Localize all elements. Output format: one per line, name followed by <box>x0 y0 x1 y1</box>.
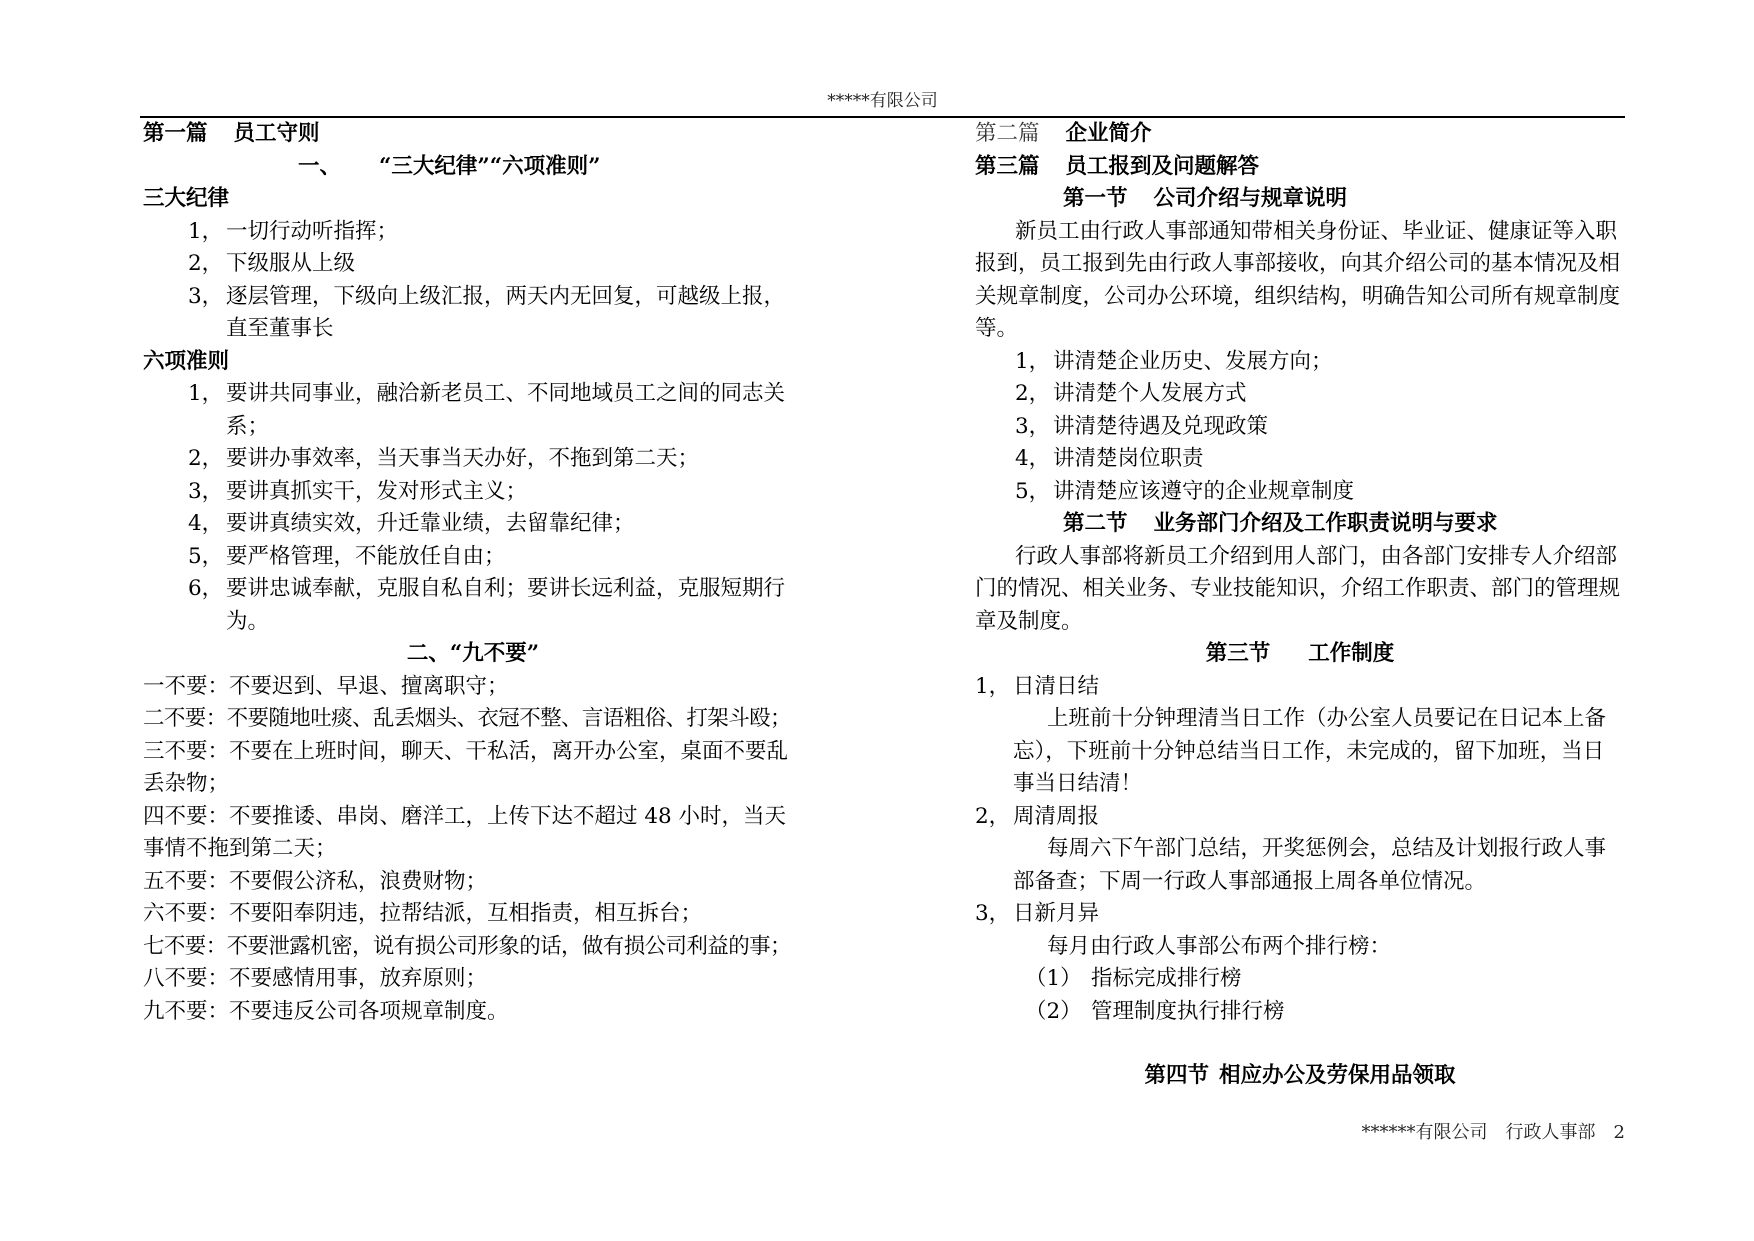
section1-title: “三大纪律”“六项准则” <box>379 153 601 179</box>
six-rule-item: 1， 要讲共同事业，融洽新老员工、不同地域员工之间的同志关 <box>188 381 786 406</box>
three-rules-title: 三大纪律 <box>143 186 230 211</box>
part3-title: 员工报到及问题解答 <box>1065 153 1260 179</box>
sec3-heading: 第三节 工作制度 <box>1205 641 1395 666</box>
footer-company: ******有限公司 <box>1361 1122 1488 1143</box>
six-rule-item: 4， 要讲真绩实效，升迁靠业绩，去留靠纪律； <box>188 511 635 536</box>
part3-label: 第三篇 <box>975 153 1040 179</box>
sec1-heading: 第一节 公司介绍与规章说明 <box>1063 186 1348 211</box>
three-rule-item: 3， 逐层管理，下级向上级汇报，两天内无回复，可越级上报， <box>188 283 786 309</box>
sec1-para-line: 新员工由行政人事部通知带相关身份证、毕业证、健康证等入职 <box>1015 218 1618 244</box>
dont-item: 二不要：不要随地吐痰、乱丢烟头、衣冠不整、言语粗俗、打架斗殴； <box>143 706 791 731</box>
six-rule-item: 5， 要严格管理，不能放任自由； <box>188 543 506 569</box>
page-header <box>140 88 1625 118</box>
sec3-item-line: 部备查；下周一行政人事部通报上周各单位情况。 <box>1013 868 1487 894</box>
part1-title: 员工守则 <box>233 121 320 146</box>
sec2-para-line: 门的情况、相关业务、专业技能知识，介绍工作职责、部门的管理规 <box>975 576 1621 601</box>
dont-item: 一不要：不要迟到、早退、擅离职守； <box>143 673 509 699</box>
dont-item-cont: 丢杂物； <box>143 771 230 796</box>
sec4-heading: 第四节 相应办公及劳保用品领取 <box>1144 1063 1456 1088</box>
part3-heading <box>975 151 1625 184</box>
left-column <box>143 118 803 1028</box>
sec3-item-line: 每月由行政人事部公布两个排行榜： <box>1047 933 1392 959</box>
sec3-item-title: 1， 日清日结 <box>975 673 1100 699</box>
section2-heading: 二、“九不要” <box>406 641 540 666</box>
sec1-item: 2， 讲清楚个人发展方式 <box>1015 381 1247 406</box>
sec3-item-title: 3， 日新月异 <box>975 901 1100 926</box>
six-rule-item-cont: 为。 <box>226 608 270 634</box>
sec2-heading: 第二节 业务部门介绍及工作职责说明与要求 <box>1063 511 1498 536</box>
six-rules-title: 六项准则 <box>143 348 230 374</box>
sec3-item-line: 上班前十分钟理清当日工作（办公室人员要记在日记本上备 <box>1047 706 1607 731</box>
sec1-para-line: 关规章制度，公司办公环境，组织结构，明确告知公司所有规章制度 <box>975 283 1621 309</box>
six-rule-item: 2， 要讲办事效率，当天事当天办好，不拖到第二天； <box>188 446 700 471</box>
sec3-item-line: 每周六下午部门总结，开奖惩例会，总结及计划报行政人事 <box>1047 836 1607 861</box>
part1-heading <box>143 118 803 151</box>
sec2-para-line: 行政人事部将新员工介绍到用人部门，由各部门安排专人介绍部 <box>1015 543 1618 569</box>
section1-heading <box>143 151 803 184</box>
dont-item: 八不要：不要感情用事，放弃原则； <box>143 966 488 991</box>
three-rule-item: 1， 一切行动听指挥； <box>188 218 399 244</box>
dont-item: 九不要：不要违反公司各项规章制度。 <box>143 998 509 1024</box>
part2-heading <box>975 118 1625 151</box>
footer-dept: 行政人事部 <box>1505 1122 1596 1143</box>
six-rule-item: 3， 要讲真抓实干，发对形式主义； <box>188 478 528 504</box>
sec1-para-line: 报到，员工报到先由行政人事部接收，向其介绍公司的基本情况及相 <box>975 251 1621 276</box>
dont-item: 七不要：不要泄露机密，说有损公司形象的话，做有损公司利益的事； <box>143 933 791 959</box>
part2-label: 第二篇 <box>975 121 1040 146</box>
sec2-para-line: 章及制度。 <box>975 608 1083 634</box>
six-rule-item: 6， 要讲忠诚奉献，克服自私自利；要讲长远利益，克服短期行 <box>188 576 786 601</box>
ranking-item: （1） 指标完成排行榜 <box>1025 966 1242 991</box>
right-column <box>975 118 1625 1093</box>
sec1-item: 4， 讲清楚岗位职责 <box>1015 446 1204 471</box>
sec1-item: 3， 讲清楚待遇及兑现政策 <box>1015 413 1269 439</box>
sec3-item-title: 2， 周清周报 <box>975 803 1100 829</box>
sec1-item: 5， 讲清楚应该遵守的企业规章制度 <box>1015 478 1355 504</box>
dont-item: 四不要：不要推诿、串岗、磨洋工，上传下达不超过 48 小时，当天 <box>143 803 787 829</box>
section1-num: 一、 <box>298 153 342 179</box>
dont-item: 六不要：不要阳奉阴违，拉帮结派，互相指责，相互拆台； <box>143 901 703 926</box>
page-number: 2 <box>1613 1122 1625 1143</box>
dont-item: 三不要：不要在上班时间，聊天、干私活，离开办公室，桌面不要乱 <box>143 738 789 764</box>
six-rule-item-cont: 系； <box>226 413 270 439</box>
part1-label: 第一篇 <box>143 121 208 146</box>
sec1-para-line: 等。 <box>975 316 1019 341</box>
sec3-item-line: 事当日结清！ <box>1013 771 1143 796</box>
header-company: *****有限公司 <box>827 91 938 111</box>
ranking-item: （2） 管理制度执行排行榜 <box>1025 998 1285 1024</box>
part2-title: 企业简介 <box>1065 121 1152 146</box>
page-footer <box>1300 1118 1625 1144</box>
dont-item: 五不要：不要假公济私，浪费财物； <box>143 868 488 894</box>
sec1-item: 1， 讲清楚企业历史、发展方向； <box>1015 348 1333 374</box>
three-rule-item-cont: 直至董事长 <box>226 316 334 341</box>
three-rule-item: 2， 下级服从上级 <box>188 251 356 276</box>
dont-item-cont: 事情不拖到第二天； <box>143 836 337 861</box>
sec3-item-line: 忘），下班前十分钟总结当日工作，未完成的，留下加班，当日 <box>1013 738 1605 764</box>
